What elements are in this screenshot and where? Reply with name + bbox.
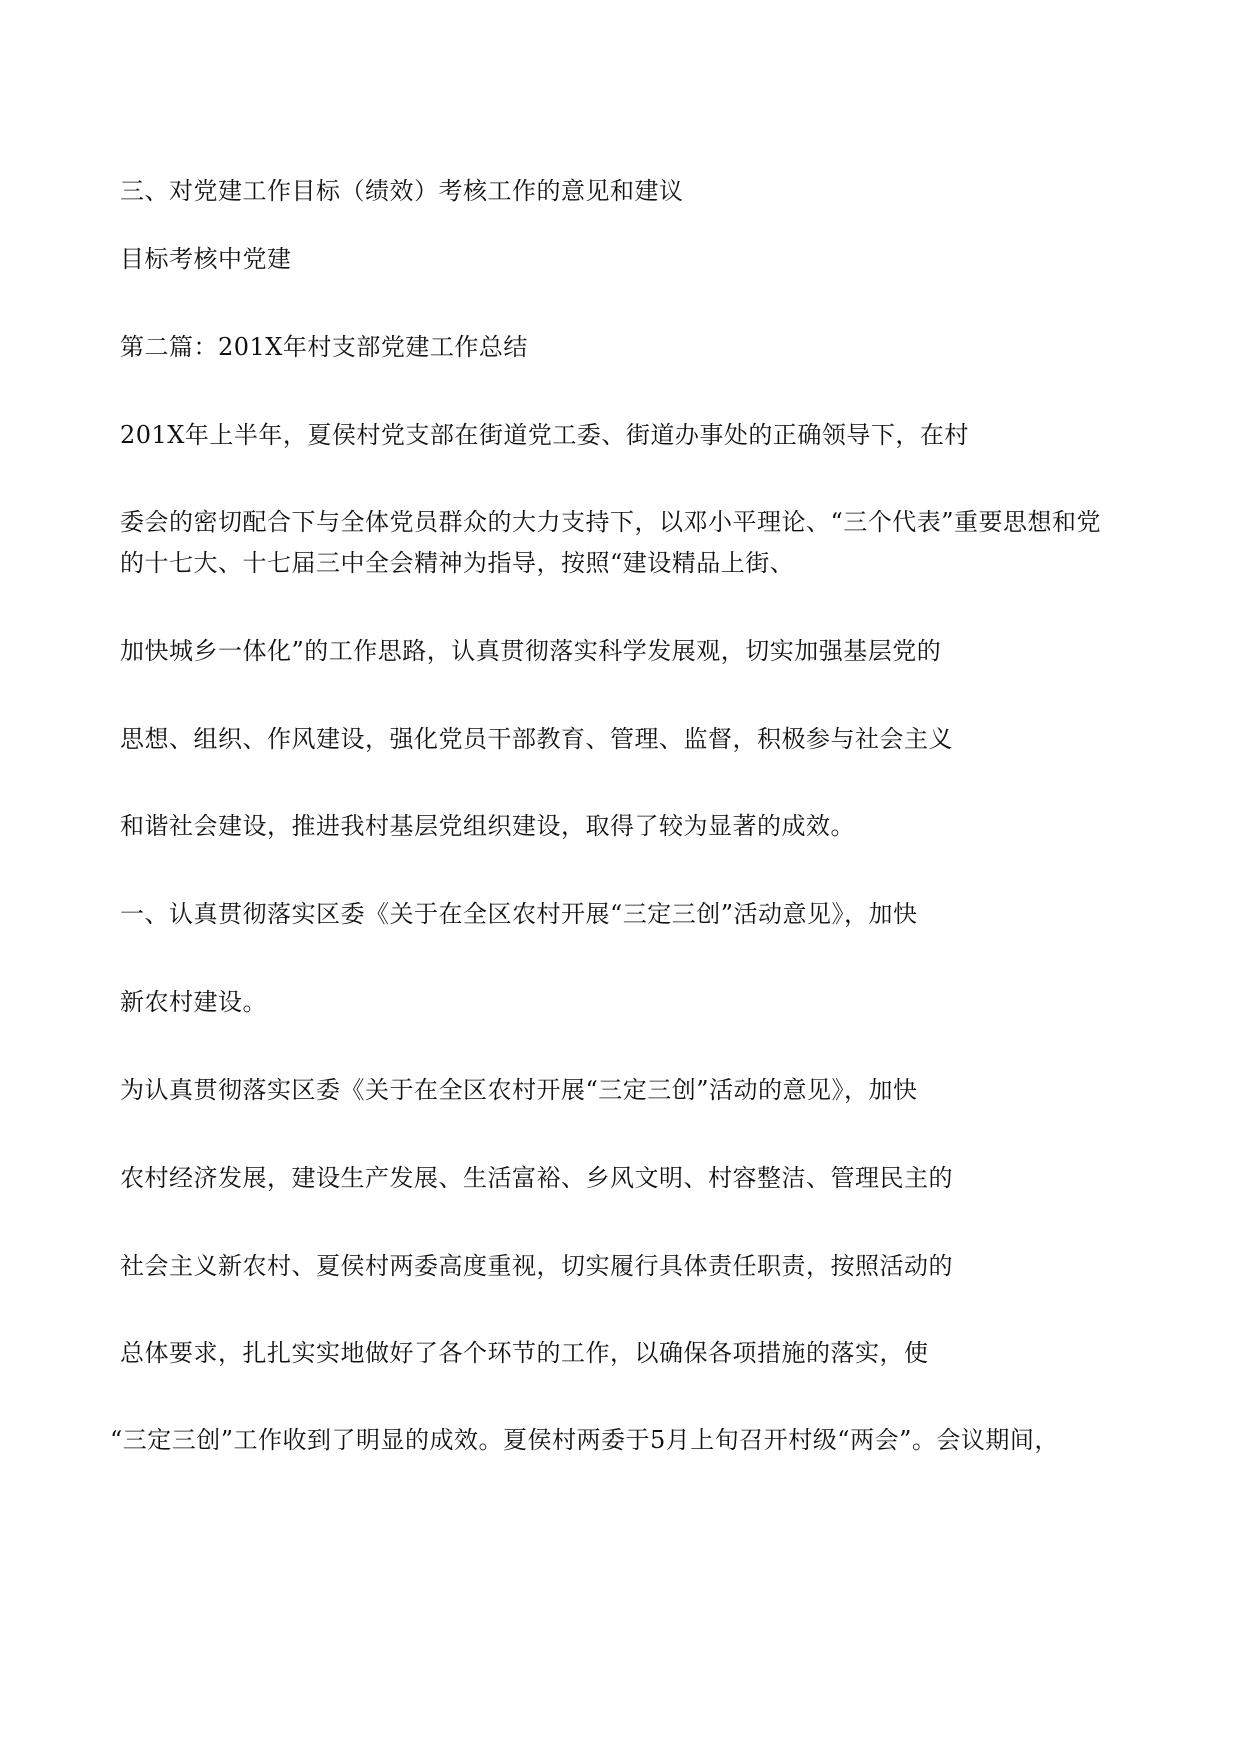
paragraph-line: “三定三创”工作收到了明显的成效。夏侯村两委于5月上旬召开村级“两会”。会议期间， (110, 1426, 1059, 1454)
section-heading-line: 一、认真贯彻落实区委《关于在全区农村开展“三定三创”活动意见》，加快 (120, 900, 918, 928)
paragraph-line: 委会的密切配合下与全体党员群众的大力支持下，以邓小平理论、“三个代表”重要思想和党 (120, 508, 1102, 536)
paragraph-line: 和谐社会建设，推进我村基层党组织建设，取得了较为显著的成效。 (120, 812, 855, 840)
paragraph-line: 总体要求，扎扎实实地做好了各个环节的工作，以确保各项措施的落实，使 (120, 1339, 929, 1367)
article-title: 第二篇：201X年村支部党建工作总结 (120, 333, 528, 361)
section-heading-line: 新农村建设。 (120, 988, 267, 1016)
paragraph-line: 社会主义新农村、夏侯村两委高度重视，切实履行具体责任职责，按照活动的 (120, 1252, 953, 1280)
subheading: 目标考核中党建 (120, 245, 292, 273)
paragraph-line: 的十七大、十七届三中全会精神为指导，按照“建设精品上街、 (120, 549, 795, 577)
paragraph-line: 农村经济发展，建设生产发展、生活富裕、乡风文明、村容整洁、管理民主的 (120, 1164, 953, 1192)
paragraph-line: 为认真贯彻落实区委《关于在全区农村开展“三定三创”活动的意见》，加快 (120, 1076, 918, 1104)
section-heading: 三、对党建工作目标（绩效）考核工作的意见和建议 (120, 177, 684, 205)
paragraph-line: 思想、组织、作风建设，强化党员干部教育、管理、监督，积极参与社会主义 (120, 725, 953, 753)
paragraph-line: 201X年上半年，夏侯村党支部在街道党工委、街道办事处的正确领导下，在村 (120, 421, 969, 449)
paragraph-line: 加快城乡一体化”的工作思路，认真贯彻落实科学发展观，切实加强基层党的 (120, 637, 942, 665)
